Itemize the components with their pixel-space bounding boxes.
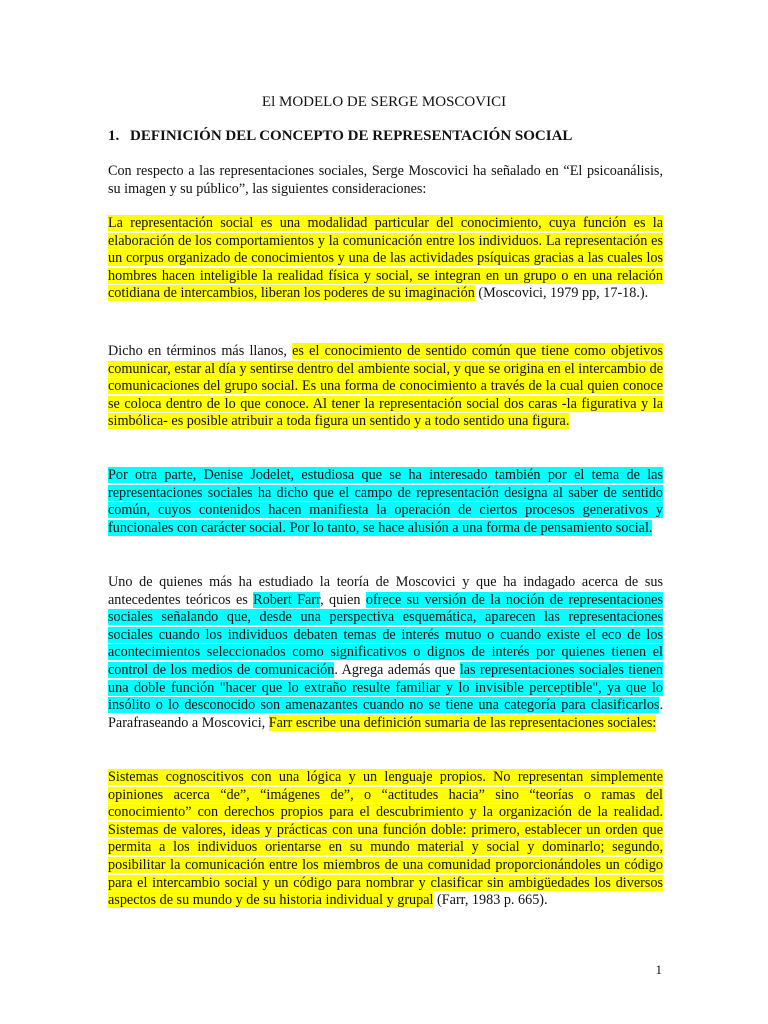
text-run: , quien: [320, 591, 366, 608]
text-run: Uno de quienes más ha estudiado la teoría de Moscovici y que ha indagado acerca de sus antecedentes teóricos es: [108, 574, 663, 608]
highlight-quote: La representación social es una modalidad particular del conocimiento, cuya función es la elaboración de los comportamientos y la comunicación entre los individuos. La representación es un corpus organizado de conocimientos y una de las actividades psíquicas gracias a las cuales los hombres hacen inteligible la realidad física y social, se integran en un grupo o en una relación cotidiana de intercambios, liberan los poderes de su imaginación: [108, 215, 663, 302]
highlight-text: Por otra parte, Denise Jodelet, estudiosa que se ha interesado también por el tema de las representaciones sociales ha dicho que el campo de representación designa al saber de sentido común, cuyos contenidos hacen manifiesta la operación de ciertos procesos generativos y funcionales con carácter social. Por lo tanto, se hace alusión a una forma de pensamiento social.: [108, 467, 663, 536]
paragraph-terminos-llanos: [108, 343, 663, 431]
section-heading: [108, 127, 668, 145]
citation: (Moscovici, 1979 pp, 17-18.).: [474, 285, 649, 302]
paragraph-farr: [108, 574, 663, 732]
highlight-name: Robert Farr: [253, 591, 321, 608]
highlight-text: Farr escribe una definición sumaria de las representaciones sociales:: [268, 714, 657, 731]
text-run: . Agrega además que: [334, 661, 460, 678]
highlight-text: es el conocimiento de sentido común que tiene como objetivos comunicar, estar al día y sentirse dentro del ambiente social, y que se origina en el intercambio de comunicaciones del grupo social. Es una forma de conocimiento a través de la cual quien conoce se coloca dentro de lo que conoce. Al tener la representación social dos caras -la figurativa y la simbólica- es posible atribuir a toda figura un sentido y a todo sentido una figura.: [108, 343, 663, 430]
paragraph-farr-quote: [108, 769, 663, 910]
page-number: 1: [655, 962, 662, 977]
section-number: 1.: [108, 128, 120, 144]
paragraph-jodelet: [108, 467, 663, 537]
paragraph-moscovici-quote: [108, 215, 663, 303]
text-run: . Parafraseando a Moscovici,: [108, 697, 663, 731]
highlight-text: las representaciones sociales tienen una doble función "hacer que lo extraño resulte familiar y lo invisible perceptible", ya que lo insólito o lo desconocido son amenazantes cuando no se tiene una categoría para clasificarlos: [108, 661, 663, 714]
citation: (Farr, 1983 p. 665).: [433, 892, 548, 909]
document-title: El MODELO DE SERGE MOSCOVICI: [261, 94, 507, 110]
paragraph-intro: Con respecto a las representaciones sociales, Serge Moscovici ha señalado en “El psicoanálisis, su imagen y su público”, las siguientes consideraciones:: [108, 163, 663, 197]
paragraph-lead: Dicho en términos más llanos,: [108, 343, 293, 359]
highlight-text: ofrece su versión de la noción de representaciones sociales señalando que, desde una perspectiva esquemática, aparecen las representaciones sociales cuando los individuos debaten temas de interés mutuo o cuando existe el eco de los acontecimientos seleccionados como significativos o dignos de interés por quienes tienen el control de los medios de comunicación: [108, 591, 664, 678]
section-title: DEFINICIÓN DEL CONCEPTO DE REPRESENTACIÓN SOCIAL: [130, 128, 573, 144]
highlight-quote: Sistemas cognoscitivos con una lógica y un lenguaje propios. No representan simplemente opiniones acerca “de”, “imágenes de”, o “actitudes hacia” sino “teorías o ramas del conocimiento” con derechos propios para el descubrimiento y la organización de la realidad. Sistemas de valores, ideas y prácticas con una función doble: primero, establecer un orden que permita a los individuos orientarse en su mundo material y social y dominarlo; segundo, posibilitar la comunicación entre los miembros de una comunidad proporcionándoles un código para el intercambio social y un código para nombrar y clasificar sin ambigüedades los diversos aspectos de su mundo y de su historia individual y grupal: [108, 769, 663, 909]
